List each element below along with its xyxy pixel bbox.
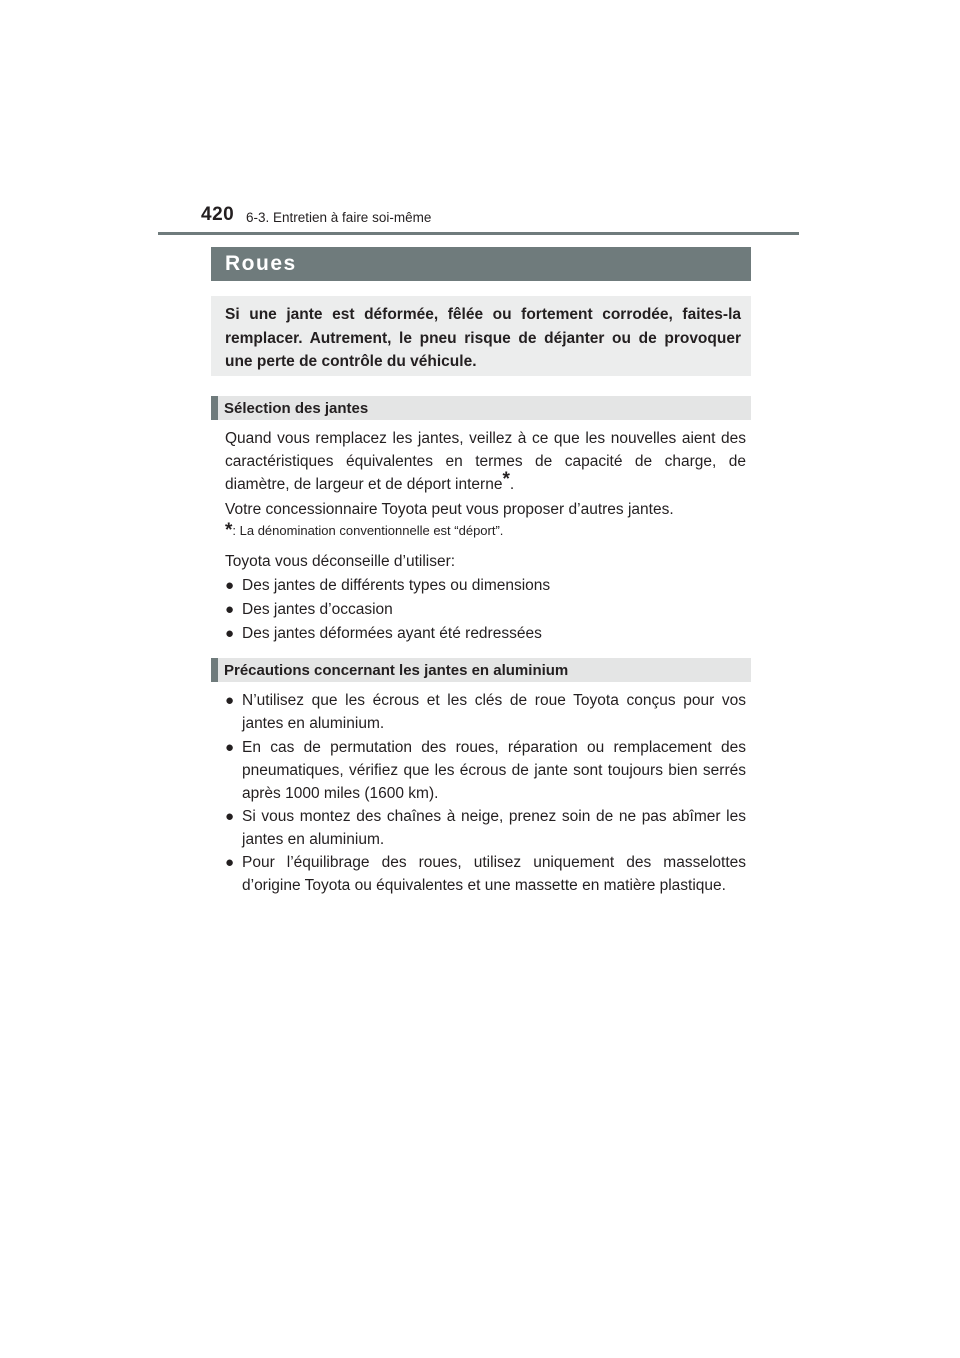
selection-para2: Votre concessionnaire Toyota peut vous proposer d’autres jantes. — [225, 501, 674, 518]
list-item-text: Des jantes d’occasion — [242, 601, 393, 618]
list-item-text: En cas de permutation des roues, réparation ou remplacement des pneumatiques, vérifiez que les écrous de jante sont toujours bien serrés après 1000 miles (1600 km). — [242, 739, 746, 802]
intro-text: Si une jante est déformée, fêlée ou fortement corrodée, faites-la remplacer. Autrement, le pneu risque de déjanter ou de provoquer une perte de contrôle du véhicule. — [225, 306, 741, 370]
list-item — [225, 574, 746, 597]
list-item — [225, 736, 746, 805]
list-item-text: Des jantes déformées ayant été redressées — [242, 625, 542, 642]
header-rule — [158, 232, 799, 235]
footnote-text: : La dénomination conventionnelle est “déport”. — [232, 523, 504, 538]
title-bar — [211, 247, 751, 281]
page-number: 420 — [201, 204, 235, 225]
selection-para1-end: . — [509, 476, 515, 493]
list-item-text: Des jantes de différents types ou dimensions — [242, 577, 551, 594]
selection-para1-text: Quand vous remplacez les jantes, veillez à ce que les nouvelles aient des caractéristiques équivalentes en termes de capacité de charge, de diamètre, de largeur et de déport interne — [225, 430, 746, 493]
intro-box — [211, 296, 751, 376]
footnote — [225, 520, 503, 542]
page-title: Roues — [225, 252, 297, 275]
asterisk-mark: * — [502, 469, 510, 490]
selection-para1 — [225, 427, 746, 496]
list-item — [225, 622, 746, 645]
list-item — [225, 689, 746, 735]
bullet-icon: ● — [225, 739, 235, 756]
list-item-text: Pour l’équilibrage des roues, utilisez uniquement des masselottes d’origine Toyota ou équivalentes et une massette en matière plastique. — [242, 854, 746, 894]
subheading-aluminium — [211, 658, 751, 682]
bullet-icon: ● — [225, 692, 235, 709]
list-item — [225, 805, 746, 851]
bullet-icon: ● — [225, 601, 235, 618]
footnote-asterisk: * — [225, 520, 233, 541]
subheading-selection-label: Sélection des jantes — [224, 399, 369, 417]
subheading-selection — [211, 396, 751, 420]
list-item — [225, 851, 746, 897]
bullet-icon: ● — [225, 808, 235, 825]
bullet-icon: ● — [225, 854, 235, 871]
list-item — [225, 598, 746, 621]
section-path: 6-3. Entretien à faire soi-même — [246, 210, 432, 225]
list-item-text: Si vous montez des chaînes à neige, prenez soin de ne pas abîmer les jantes en aluminium. — [242, 808, 746, 848]
warning-lead: Toyota vous déconseille d’utiliser: — [225, 553, 456, 570]
selection-body — [225, 427, 746, 521]
bullet-icon: ● — [225, 577, 235, 594]
bullet-icon: ● — [225, 625, 235, 642]
list-item-text: N’utilisez que les écrous et les clés de roue Toyota conçus pour vos jantes en aluminium. — [242, 692, 746, 732]
subheading-aluminium-label: Précautions concernant les jantes en aluminium — [224, 661, 569, 679]
